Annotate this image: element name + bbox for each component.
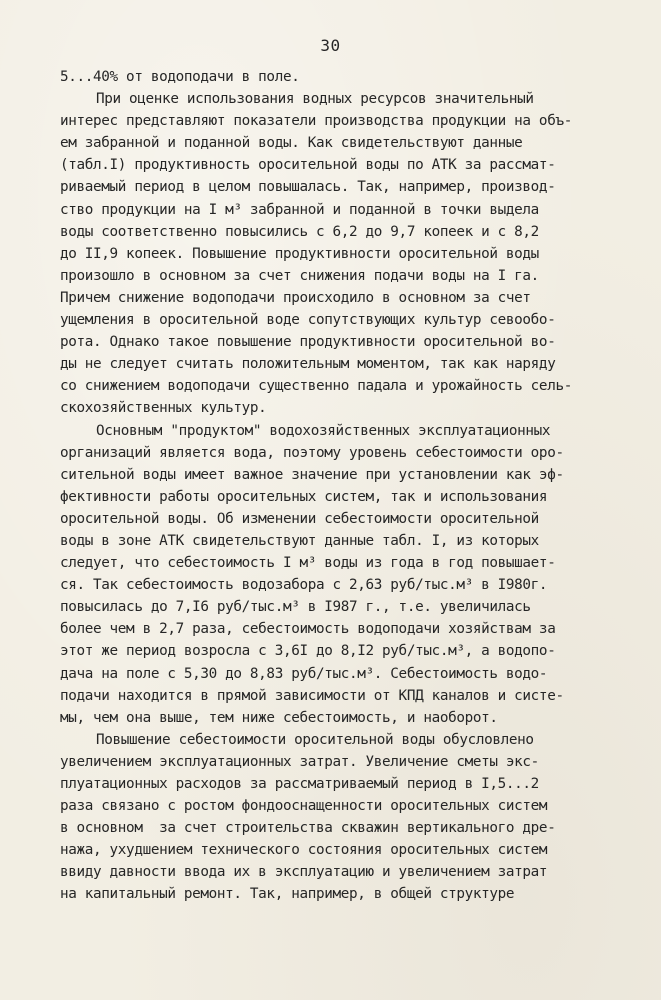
text-line: Основным "продуктом" водохозяйственных эксплуатационных	[96, 422, 551, 439]
text-line: организаций является вода, поэтому уровень себестоимости оро-	[60, 444, 564, 461]
text-line: ды не следует считать положительным моментом, так как наряду	[60, 356, 556, 373]
text-line: ство продукции на I м³ забранной и поданной в точки выдела	[60, 201, 539, 218]
text-line: раза связано с ростом фондооснащенности оросительных систем	[60, 798, 548, 815]
text-line: оросительной воды. Об изменении себестоимости оросительной	[60, 510, 539, 527]
text-line: (табл.I) продуктивность оросительной воды по АТК за рассмат-	[60, 157, 556, 174]
text-line: 5...40% от водоподачи в поле.	[60, 69, 300, 85]
text-line: Причем снижение водоподачи происходило в основном за счет	[60, 289, 531, 306]
text-line: рота. Однако такое повышение продуктивности оросительной во-	[60, 334, 556, 351]
text-line: ем забранной и поданной воды. Как свидетельствуют данные	[60, 135, 523, 152]
text-line: нажа, ухудшением технического состояния оросительных систем	[60, 842, 548, 859]
text-line: риваемый период в целом повышалась. Так, например, производ-	[60, 179, 556, 196]
text-line: скохозяйственных культур.	[60, 400, 267, 417]
text-line: При оценке использования водных ресурсов значительный	[96, 91, 534, 108]
text-line: воды соответственно повысились с 6,2 до 9,7 копеек и с 8,2	[60, 223, 539, 240]
text-line: ся. Так себестоимость водозабора с 2,63 руб/тыс.м³ в I980г.	[60, 577, 548, 594]
text-line: подачи находится в прямой зависимости от КПД каналов и систе-	[60, 687, 564, 704]
text-line: увеличением эксплуатационных затрат. Увеличение сметы экс-	[60, 753, 539, 770]
text-line: до II,9 копеек. Повышение продуктивности оросительной воды	[60, 245, 539, 262]
text-line: произошло в основном за счет снижения подачи воды на I га.	[60, 267, 539, 284]
text-line: мы, чем она выше, тем ниже себестоимость, и наоборот.	[60, 709, 498, 726]
text-line: со снижением водоподачи существенно падала и урожайность сель-	[60, 378, 572, 395]
text-line: в основном за счет строительства скважин вертикального дре-	[60, 820, 556, 837]
text-line: фективности работы оросительных систем, так и использования	[60, 488, 548, 505]
text-line: плуатационных расходов за рассматриваемый период в I,5...2	[60, 776, 539, 792]
text-line: Повышение себестоимости оросительной воды обусловлено	[96, 731, 534, 748]
text-line: ущемления в оросительной воде сопутствующих культур севообо-	[60, 312, 556, 329]
text-line: интерес представляют показатели производства продукции на объ-	[60, 113, 572, 130]
text-line: сительной воды имеет важное значение при установлении как эф-	[60, 466, 564, 483]
text-line: этот же период возросла с 3,6I до 8,I2 руб/тыс.м³, а водопо-	[60, 643, 556, 660]
body-text	[60, 66, 620, 906]
text-line: следует, что себестоимость I м³ воды из года в год повышает-	[60, 555, 556, 572]
text-line: ввиду давности ввода их в эксплуатацию и увеличением затрат	[60, 864, 548, 881]
page-number: 30	[320, 36, 341, 55]
text-line: воды в зоне АТК свидетельствуют данные табл. I, из которых	[60, 532, 539, 549]
text-line: дача на поле с 5,30 до 8,83 руб/тыс.м³. Себестоимость водо-	[60, 665, 548, 682]
text-line: на капитальный ремонт. Так, например, в общей структуре	[60, 886, 515, 903]
text-line: повысилась до 7,I6 руб/тыс.м³ в I987 г., т.е. увеличилась	[60, 599, 531, 616]
text-line: более чем в 2,7 раза, себестоимость водоподачи хозяйствам за	[60, 621, 556, 638]
